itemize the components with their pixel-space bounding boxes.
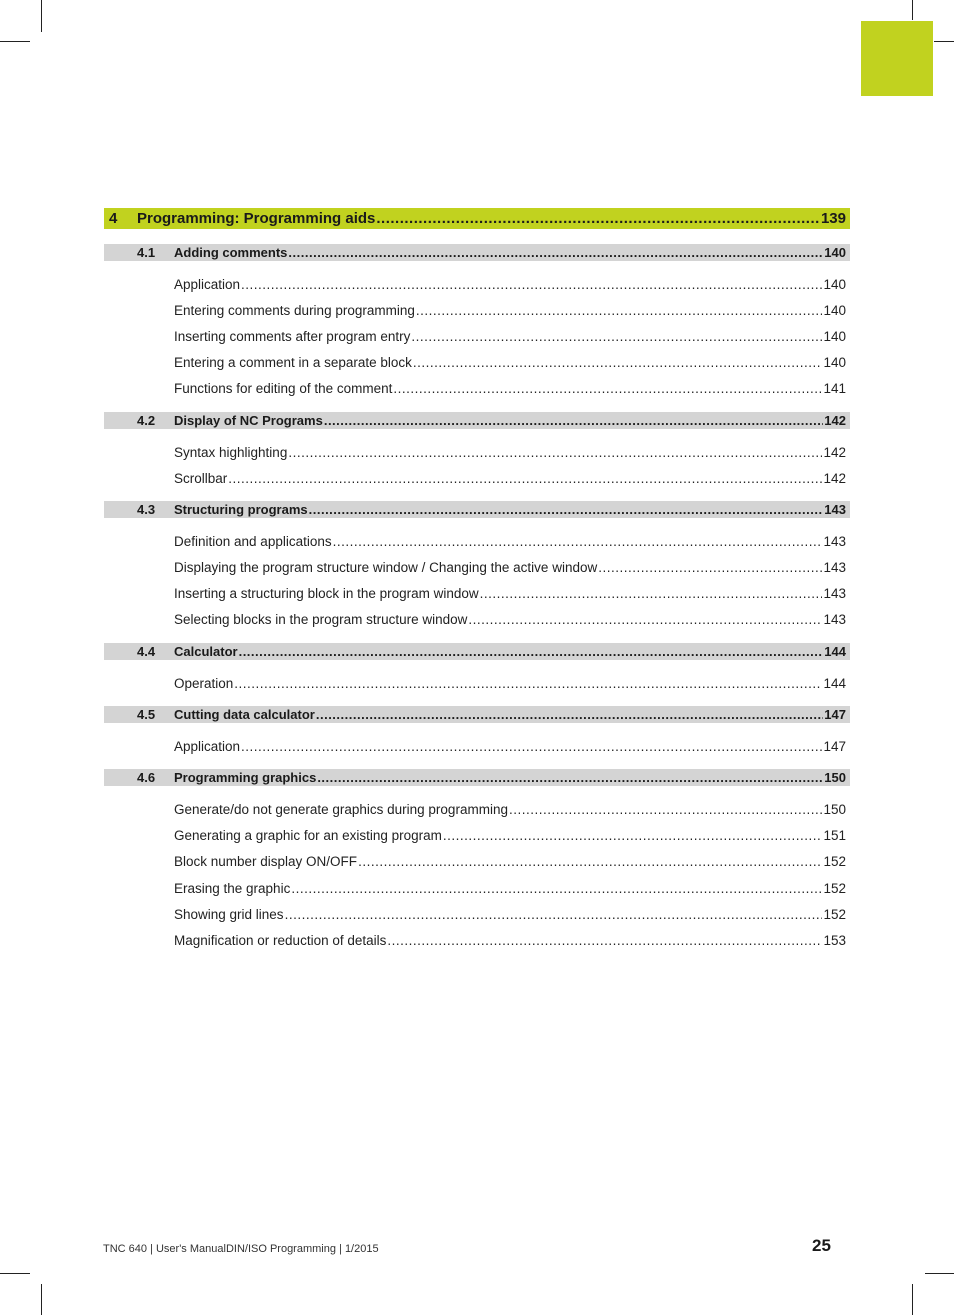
section-list — [104, 244, 850, 964]
chapter-page: 139 — [820, 210, 846, 227]
toc-entry[interactable] — [174, 796, 850, 822]
toc-entry[interactable] — [174, 528, 850, 554]
crop-mark — [912, 1284, 913, 1315]
entry-page: 141 — [823, 381, 846, 397]
entry-title: Generating a graphic for an existing program — [174, 828, 442, 844]
dot-leader — [376, 210, 820, 227]
entry-title: Functions for editing of the comment — [174, 381, 393, 397]
dot-leader — [509, 802, 823, 817]
entry-title: Selecting blocks in the program structure window — [174, 612, 468, 628]
toc-entry[interactable] — [174, 555, 850, 581]
crop-mark — [0, 1273, 30, 1274]
dot-leader — [288, 245, 823, 260]
dot-leader — [228, 471, 822, 486]
dot-leader — [358, 854, 822, 869]
entry-page: 143 — [823, 560, 846, 576]
crop-mark — [912, 0, 913, 20]
entry-list — [104, 660, 850, 706]
dot-leader — [324, 413, 823, 428]
dot-leader — [309, 502, 824, 517]
toc-entry[interactable] — [174, 350, 850, 376]
section-heading[interactable] — [104, 706, 850, 723]
dot-leader — [598, 560, 822, 575]
section-heading[interactable] — [104, 244, 850, 261]
section-title: Adding comments — [174, 245, 288, 260]
chapter-heading[interactable] — [104, 208, 850, 229]
section-heading[interactable] — [104, 501, 850, 518]
dot-leader — [480, 586, 823, 601]
entry-title: Scrollbar — [174, 470, 228, 486]
entry-page: 152 — [823, 880, 846, 896]
entry-page: 144 — [823, 675, 846, 691]
entry-title: Operation — [174, 675, 234, 691]
toc-entry[interactable] — [174, 733, 850, 759]
dot-leader — [416, 303, 823, 318]
toc-entry[interactable] — [174, 581, 850, 607]
toc-entry[interactable] — [174, 465, 850, 491]
entry-title: Application — [174, 276, 241, 292]
crop-mark — [41, 1284, 42, 1315]
section-page: 142 — [824, 412, 846, 428]
section-title: Structuring programs — [174, 502, 308, 518]
section-number: 4.3 — [137, 502, 156, 518]
section-title: Programming graphics — [174, 770, 317, 786]
toc-entry[interactable] — [174, 607, 850, 633]
entry-page: 142 — [823, 444, 846, 460]
entry-page: 140 — [823, 302, 846, 318]
section-heading[interactable] — [104, 412, 850, 429]
entry-title: Displaying the program structure window / Changing the active window — [174, 560, 598, 576]
chapter-tab-marker — [861, 21, 933, 96]
section-title: Cutting data calculator — [174, 707, 315, 723]
dot-leader — [241, 739, 822, 754]
crop-mark — [0, 41, 30, 42]
section-number: 4.5 — [137, 707, 156, 723]
dot-leader — [291, 881, 822, 896]
entry-title: Generate/do not generate graphics during programming — [174, 802, 508, 818]
dot-leader — [468, 612, 822, 627]
entry-list — [104, 518, 850, 643]
section-page: 144 — [824, 644, 846, 660]
entry-page: 151 — [823, 828, 846, 844]
entry-page: 140 — [823, 355, 846, 371]
dot-leader — [443, 828, 823, 843]
dot-leader — [241, 277, 822, 292]
section-number: 4.2 — [137, 412, 156, 428]
section-page: 147 — [824, 707, 846, 723]
section-heading[interactable] — [104, 769, 850, 786]
section-number: 4.6 — [137, 770, 156, 786]
dot-leader — [413, 355, 823, 370]
footer-text: TNC 640 | User's ManualDIN/ISO Programming | 1/2015 — [103, 1243, 379, 1255]
toc-entry[interactable] — [174, 297, 850, 323]
section-page: 140 — [824, 245, 846, 260]
toc-entry[interactable] — [174, 875, 850, 901]
crop-mark — [41, 0, 42, 32]
entry-title: Magnification or reduction of details — [174, 932, 387, 948]
dot-leader — [411, 329, 822, 344]
dot-leader — [285, 907, 823, 922]
entry-page: 143 — [823, 586, 846, 602]
entry-page: 143 — [823, 612, 846, 628]
dot-leader — [393, 381, 822, 396]
entry-page: 147 — [823, 738, 846, 754]
entry-list — [104, 723, 850, 769]
section-number: 4.4 — [137, 644, 156, 660]
entry-title: Entering comments during programming — [174, 302, 415, 318]
entry-title: Showing grid lines — [174, 906, 284, 922]
entry-list — [104, 786, 850, 963]
entry-title: Syntax highlighting — [174, 444, 288, 460]
dot-leader — [333, 534, 823, 549]
toc-entry[interactable] — [174, 849, 850, 875]
section-page: 143 — [824, 502, 846, 518]
section-page: 150 — [824, 770, 846, 786]
page-number: 25 — [812, 1236, 831, 1255]
entry-title: Erasing the graphic — [174, 880, 291, 896]
dot-leader — [288, 445, 822, 460]
toc-entry[interactable] — [174, 901, 850, 927]
toc-entry[interactable] — [174, 271, 850, 297]
entry-title: Entering a comment in a separate block — [174, 355, 412, 371]
chapter-number: 4 — [109, 210, 118, 227]
toc-entry[interactable] — [174, 376, 850, 402]
entry-title: Inserting a structuring block in the program window — [174, 586, 479, 602]
entry-list — [104, 429, 850, 501]
section-heading[interactable] — [104, 643, 850, 660]
entry-title: Inserting comments after program entry — [174, 328, 411, 344]
dot-leader — [387, 933, 822, 948]
dot-leader — [234, 676, 822, 691]
section-title: Calculator — [174, 644, 238, 660]
dot-leader — [239, 644, 824, 659]
entry-page: 153 — [823, 932, 846, 948]
entry-page: 142 — [823, 470, 846, 486]
entry-page: 140 — [823, 328, 846, 344]
entry-list — [104, 261, 850, 412]
table-of-contents — [104, 208, 850, 964]
toc-entry[interactable] — [174, 927, 850, 953]
dot-leader — [316, 707, 823, 722]
entry-page: 140 — [823, 276, 846, 292]
entry-title: Application — [174, 738, 241, 754]
toc-entry[interactable] — [174, 670, 850, 696]
entry-page: 152 — [823, 854, 846, 870]
chapter-title: Programming: Programming aids — [137, 210, 376, 227]
entry-title: Definition and applications — [174, 533, 332, 549]
toc-entry[interactable] — [174, 323, 850, 349]
entry-page: 150 — [823, 802, 846, 818]
toc-entry[interactable] — [174, 823, 850, 849]
entry-page: 143 — [823, 533, 846, 549]
crop-mark — [925, 1273, 954, 1274]
entry-page: 152 — [823, 906, 846, 922]
dot-leader — [317, 770, 823, 785]
toc-entry[interactable] — [174, 439, 850, 465]
crop-mark — [934, 41, 954, 42]
section-number: 4.1 — [137, 245, 156, 260]
entry-title: Block number display ON/OFF — [174, 854, 358, 870]
section-title: Display of NC Programs — [174, 412, 323, 428]
